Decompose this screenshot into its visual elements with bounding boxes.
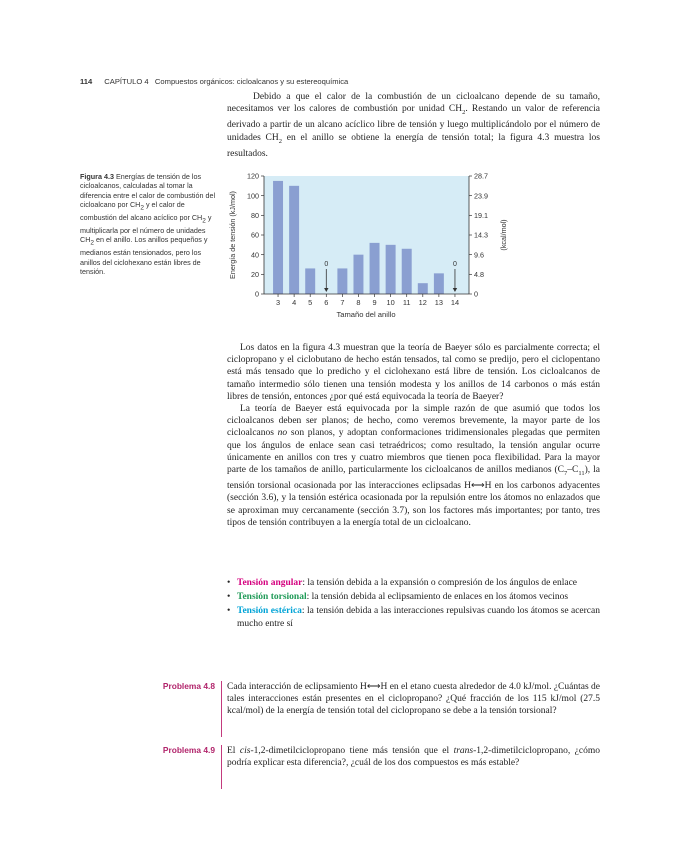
term-steric: Tensión estérica xyxy=(237,606,302,617)
paragraph-1: Los datos en la figura 4.3 muestran que la teoría de Baeyer sólo es parcialmente correcta; el ciclopropano y el ciclobutano de hecho están tensados, tal como se predijo, pero el ciclopentano está más tensado que lo predicho y el ciclohexano está libre de tensión. Los cicloalcanos de tamaño intermedio sólo tienen una tensión modesta y los anillos de 14 carbonos o más están libres de tensión, entonces ¿por qué está equivocada la teoría de Baeyer? xyxy=(227,343,600,402)
bullet-icon: • xyxy=(227,592,231,603)
y-tick-label-left: 0 xyxy=(255,289,259,299)
bullet-icon: • xyxy=(227,606,231,617)
y-tick-label-right: 14.3 xyxy=(474,230,488,240)
x-tick-label: 7 xyxy=(340,298,345,307)
p2-sub-2: 11 xyxy=(578,469,585,477)
bar-ring-4 xyxy=(289,186,299,294)
bar-ring-8 xyxy=(353,255,363,294)
y-tick-label-right: 23.9 xyxy=(474,191,488,201)
list-item xyxy=(227,605,600,629)
caption-sub-b: 2 xyxy=(202,217,206,225)
bar-ring-7 xyxy=(337,268,347,294)
caption-sub-a: 2 xyxy=(140,204,144,212)
term-steric-definition: : la tensión debida a las interacciones repulsivas cuando los átomos se acercan mucho entre sí xyxy=(237,606,600,629)
running-head xyxy=(80,77,348,86)
p2-sub-1: 7 xyxy=(564,469,568,477)
bar-ring-12 xyxy=(418,283,428,294)
problem-4-8 xyxy=(80,681,600,741)
y-tick-label-left: 20 xyxy=(251,269,259,279)
bar-ring-13 xyxy=(434,273,444,294)
problem-rule xyxy=(221,745,222,789)
intro-text-b: . Restando un valor de referencia derivado a partir de un alcano acíclico libre de tensión y luego multiplicándolo por el número de unidades CH xyxy=(227,104,601,143)
y-tick-label-right: 9.6 xyxy=(474,250,484,260)
y-axis-label-left: Energía de tensión (kJ/mol) xyxy=(228,191,237,279)
figure-label: Figura 4.3 xyxy=(80,172,114,181)
y-tick-label-left: 80 xyxy=(251,210,259,220)
term-torsional: Tensión torsional xyxy=(237,592,307,603)
strain-types-list xyxy=(227,577,600,632)
p2-text-d: ), la tensión torsional ocasionada por las interacciones eclipsadas H⟷H en los carbonos adyacentes (sección 3.6), y la tensión estérica ocasionada por la repulsión entre los átomos no enlazados que se aproximan muy cercanamente (sección 3.7), son los factores más importantes; por tanto, tres tipos de tensión contribuyen a la energía total de un cicloalcano. xyxy=(227,465,600,528)
p2-text-a: La teoría de Baeyer está equivocada por la simple razón de que asumió que todos los cicloalcanos deben ser planos; de hecho, como veremos brevemente, la mayor parte de los cicloalcanos xyxy=(227,404,600,439)
problem-em-cis: cis xyxy=(239,746,251,756)
problem-4-9 xyxy=(80,745,600,795)
caption-text-b: y el calor de combustión del alcano acíclico por CH xyxy=(80,200,203,223)
caption-sub-c: 2 xyxy=(90,239,95,247)
zero-label-ring-6: 0 xyxy=(324,261,329,268)
x-tick-label: 8 xyxy=(356,298,361,307)
problem-em-trans: trans xyxy=(453,746,474,756)
bar-ring-3 xyxy=(273,181,283,294)
strain-energy-chart xyxy=(226,170,516,322)
x-tick-label: 12 xyxy=(418,298,427,307)
intro-sub-b: 2 xyxy=(278,137,282,145)
p2-emphasis: no xyxy=(277,428,288,439)
problem-text-a: El xyxy=(227,746,240,756)
problem-text: Cada interacción de eclipsamiento H⟷H en el etano cuesta alrededor de 4.0 kJ/mol. ¿Cuántas de tales interacciones están presentes en el ciclopropano? ¿Qué fracción de los 115 kJ/mol (27.5 kcal/mol) de la energía de tensión total del ciclopropano se debe a la tensión torsional? xyxy=(227,682,600,717)
bar-ring-10 xyxy=(386,245,396,294)
x-axis-label: Tamaño del anillo xyxy=(336,310,396,319)
caption-text-a: Energías de tensión de los cicloalcanos, calculadas al tomar la diferencia entre el calor de combustión del cicloalcano por CH xyxy=(80,172,216,210)
y-tick-label-right: 4.8 xyxy=(474,269,484,279)
x-tick-label: 3 xyxy=(275,298,281,307)
y-tick-label-left: 40 xyxy=(251,250,259,260)
y-tick-label-left: 60 xyxy=(251,230,259,240)
p2-text-c: –C xyxy=(567,465,579,476)
y-tick-label-right: 28.7 xyxy=(474,171,488,181)
x-tick-label: 4 xyxy=(292,298,297,307)
x-tick-label: 13 xyxy=(434,298,443,307)
term-angular-definition: : la tensión debida a la expansión o compresión de los ángulos de enlace xyxy=(302,578,578,588)
x-tick-label: 11 xyxy=(402,298,411,307)
intro-text-c: en el anillo se obtiene la energía de tensión total; la figura 4.3 muestra los resultados. xyxy=(227,132,601,159)
y-tick-label-right: 19.1 xyxy=(474,210,488,220)
figure-caption xyxy=(80,172,216,276)
bullet-icon: • xyxy=(227,578,231,588)
chapter-title: Compuestos orgánicos: cicloalcanos y su estereoquímica xyxy=(154,77,349,86)
y-tick-label-left: 100 xyxy=(247,191,259,201)
page-number: 114 xyxy=(80,77,93,86)
caption-text-c: y multiplicarla por el número de unidades CH xyxy=(80,213,212,245)
bar-ring-5 xyxy=(305,268,315,294)
problem-rule xyxy=(221,681,222,737)
y-tick-label-right: 0 xyxy=(474,289,478,299)
problem-text-c: -1,2-dimetilciclopropano, ¿cómo podría explicar esta diferencia?, ¿cuál de los dos compuestos es más estable? xyxy=(227,746,600,769)
p2-text-b: son planos, y adoptan conformaciones tridimensionales plegadas que permiten que los ángulos de enlace sean casi tetraédricos; como resultado, la tensión angular ocurre únicamente en anillos con tres y cuatro miembros que tienen poca flexibilidad. Para la mayor parte de los tamaños de anillo, particularmente los cicloalcanos de anillos medianos (C xyxy=(227,428,600,476)
problem-text-b: -1,2-dimetilciclopropano tiene más tensión que el xyxy=(250,746,454,756)
x-tick-label: 5 xyxy=(308,298,313,307)
problem-label: Problema 4.9 xyxy=(162,745,215,755)
paragraph-2 xyxy=(227,403,600,529)
x-tick-label: 10 xyxy=(386,298,395,307)
intro-text-a: Debido a que el calor de la combustión de un cicloalcano depende de su tamaño, necesitamos ver los calores de combustión por unidad CH xyxy=(227,92,600,115)
intro-sub-a: 2 xyxy=(462,109,466,117)
y-axis-label-right: (kcal/mol) xyxy=(499,219,508,251)
y-tick-label-left: 120 xyxy=(247,171,259,181)
chapter-label: CAPÍTULO 4 xyxy=(104,77,149,86)
zero-label-ring-14: 0 xyxy=(453,261,457,268)
term-torsional-definition: : la tensión debida al eclipsamiento de enlaces en los átomos vecinos xyxy=(306,592,569,603)
main-text xyxy=(227,342,600,529)
x-tick-label: 14 xyxy=(450,298,460,307)
list-item xyxy=(227,591,600,603)
x-tick-label: 9 xyxy=(372,298,377,307)
list-item xyxy=(227,577,600,589)
caption-text-d: en el anillo. Los anillos pequeños y medianos están tensionados, pero los anillos del ciclohexano están libres de tensión. xyxy=(80,235,208,276)
bar-ring-11 xyxy=(402,249,412,294)
problem-label: Problema 4.8 xyxy=(162,681,215,691)
problem-text xyxy=(227,745,600,769)
intro-paragraph xyxy=(227,91,600,160)
bar-ring-9 xyxy=(370,243,380,294)
x-tick-label: 6 xyxy=(324,298,329,307)
term-angular: Tensión angular xyxy=(237,578,303,588)
